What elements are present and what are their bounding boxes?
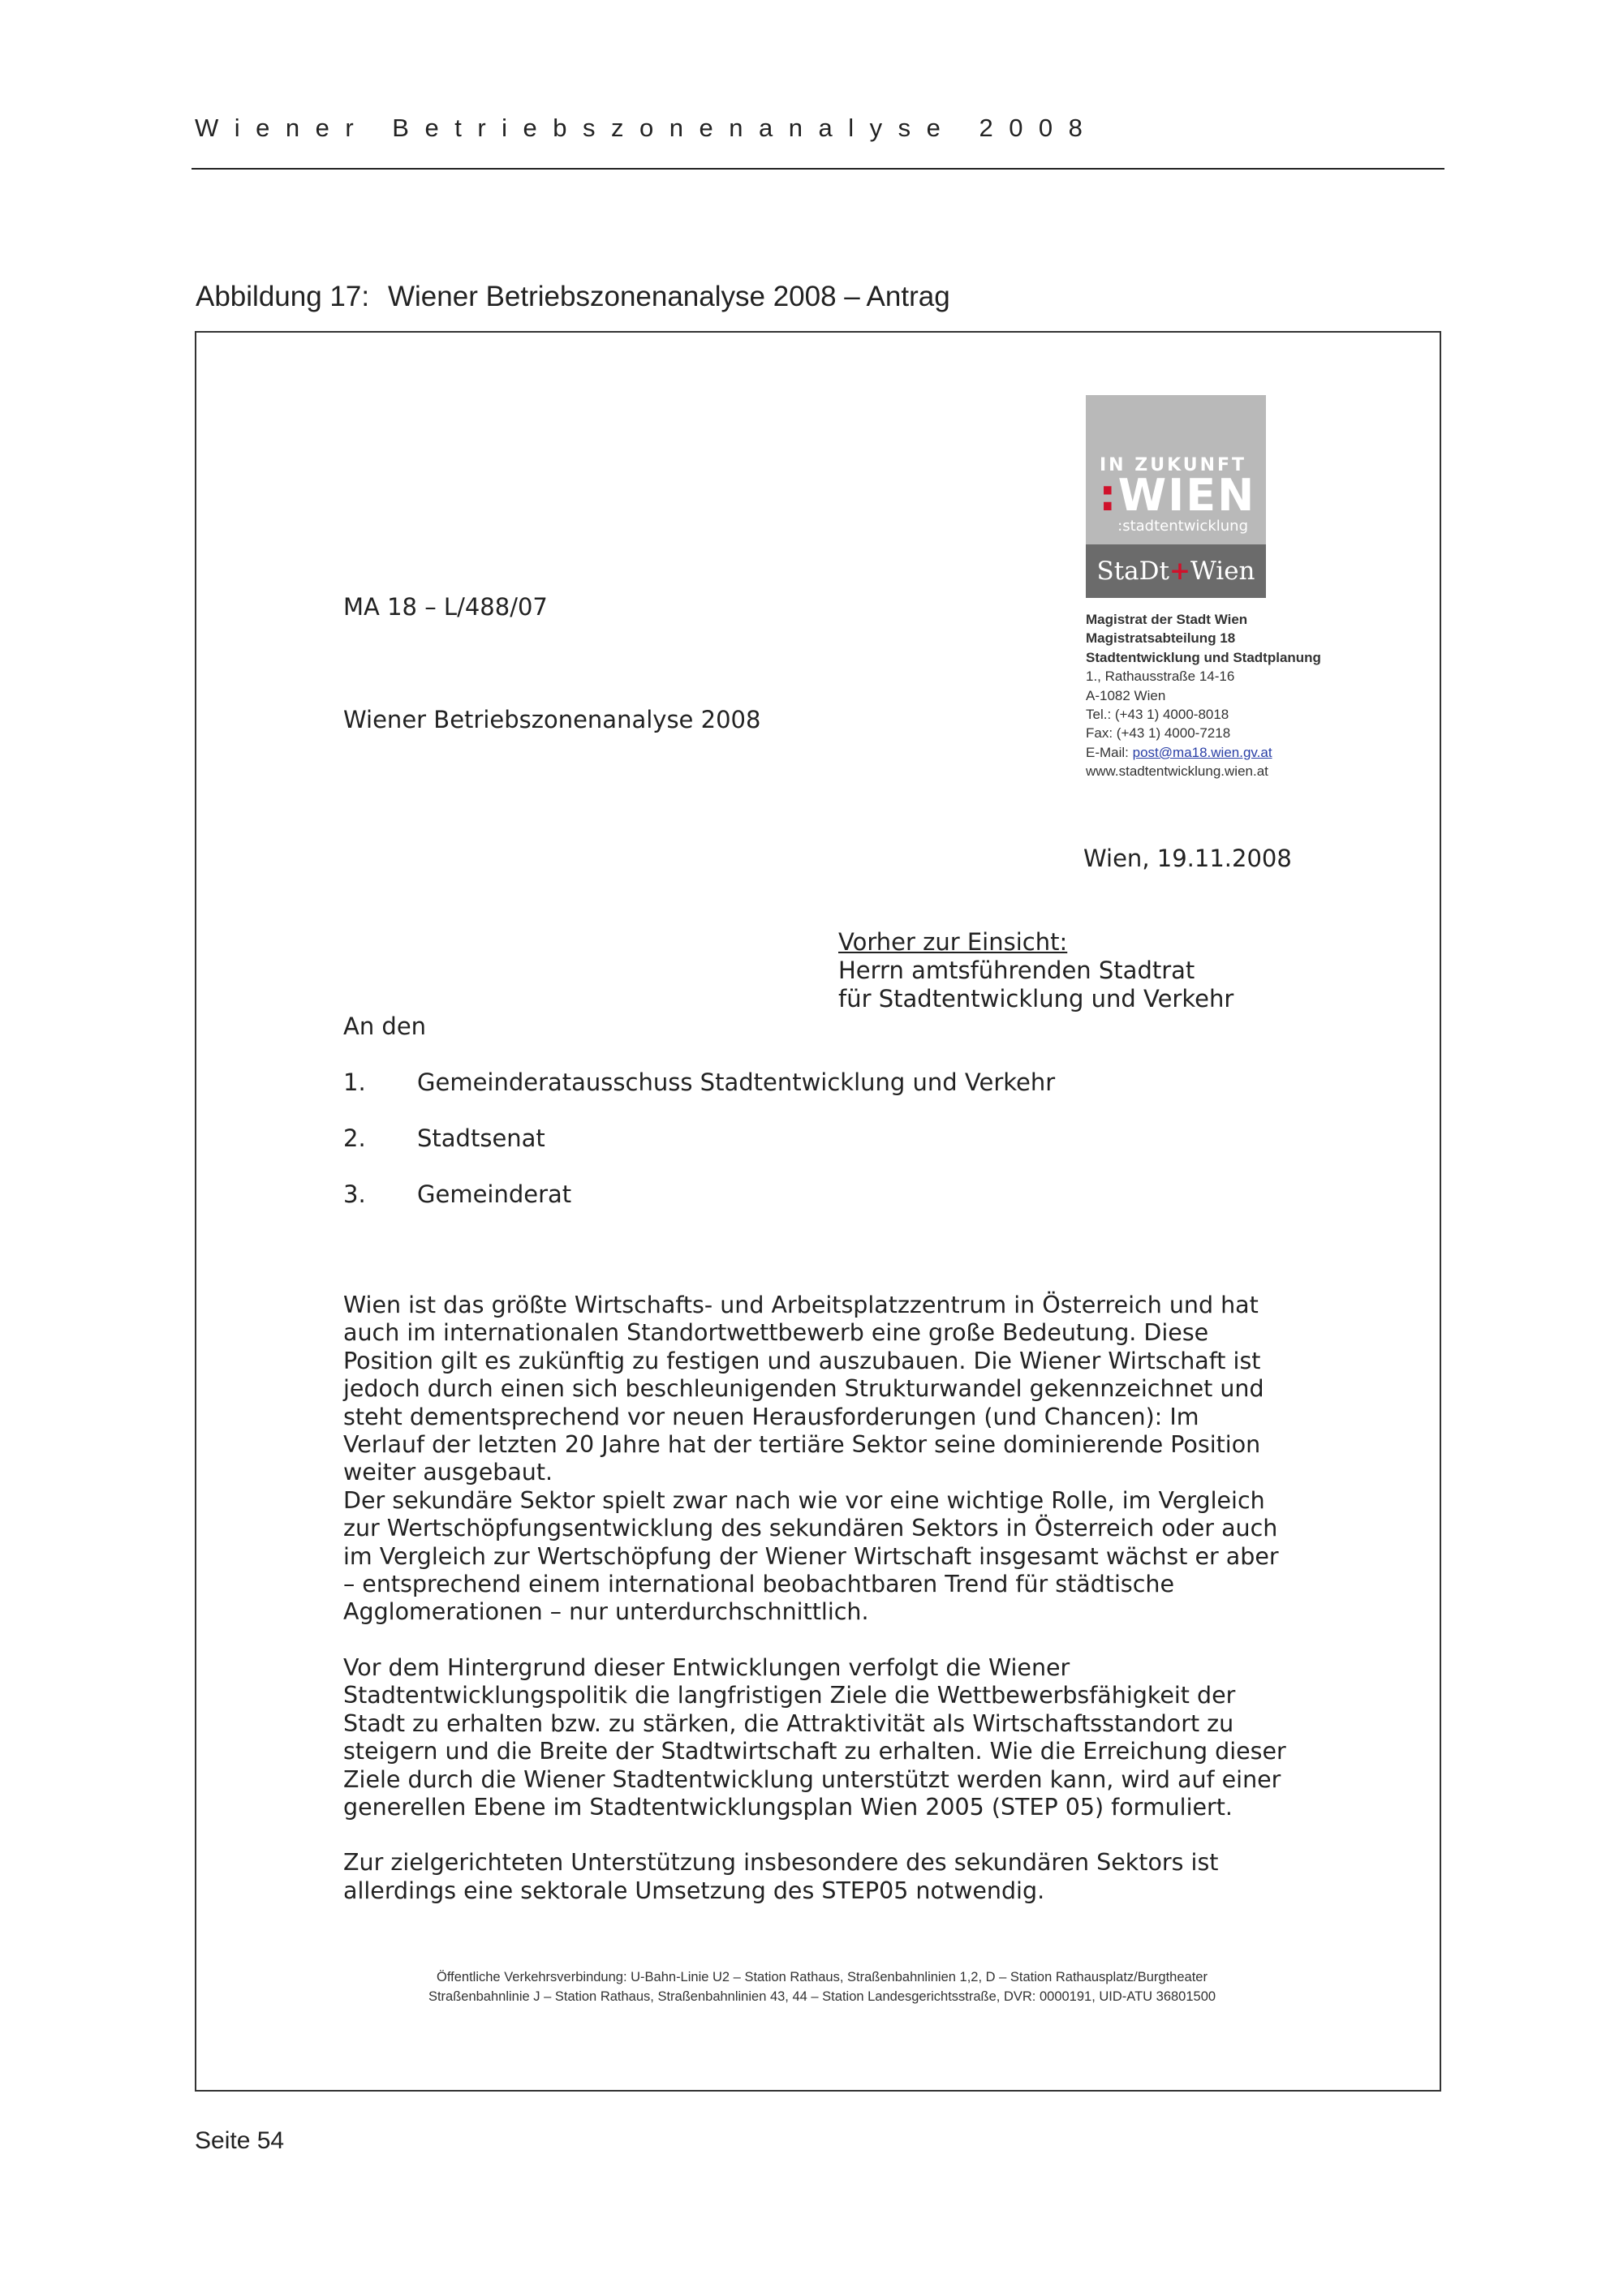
figure-caption [196, 281, 950, 313]
sender-line: Stadtentwicklung und Stadtplanung [1086, 649, 1321, 665]
salutation: An den [343, 1013, 427, 1040]
body-line: Stadtentwicklungspolitik die langfristigen Ziele die Wettbewerbsfähigkeit der [343, 1682, 1236, 1709]
body-line: Ziele durch die Wiener Stadtentwicklung unterstützt werden kann, wird auf einer [343, 1765, 1281, 1793]
logo-subtitle: :stadtentwicklung [1117, 518, 1248, 535]
body-line: Der sekundäre Sektor spielt zwar nach wie vor eine wichtige Rolle, im Vergleich [343, 1486, 1265, 1514]
body-line: im Vergleich zur Wertschöpfung der Wiener Wirtschaft insgesamt wächst er aber [343, 1542, 1279, 1570]
sender-address [1086, 610, 1321, 781]
letter-footer [396, 1967, 1248, 2006]
recipient-item: 3. Gemeinderat [343, 1180, 572, 1208]
body-line: Agglomerationen – nur unterdurchschnittlich. [343, 1598, 869, 1626]
preview-line: Herrn amtsführenden Stadtrat [838, 957, 1195, 984]
footer-line: Straßenbahnlinie J – Station Rathaus, Straßenbahnlinien 43, 44 – Station Landesgerichtsstraße, DVR: 0000191, UID-ATU 36801500 [428, 1989, 1216, 2004]
letter-body [343, 1292, 1286, 1905]
preview-block [838, 928, 1233, 1013]
logo-wordmark: :WIEN [1099, 470, 1256, 521]
body-line: jedoch durch einen sich beschleunigenden Strukturwandel gekennzeichnet und [343, 1375, 1264, 1403]
preview-line: für Stadtentwicklung und Verkehr [838, 985, 1234, 1013]
body-line: auch im internationalen Standortwettbewerb eine große Bedeutung. Diese [343, 1319, 1209, 1347]
figure-title: Wiener Betriebszonenanalyse 2008 – Antrag [388, 281, 950, 312]
email-line: E-Mail: post@ma18.wien.gv.at [1086, 744, 1272, 760]
footer-line: Öffentliche Verkehrsverbindung: U-Bahn-Linie U2 – Station Rathaus, Straßenbahnlinien 1,2, D – Station Rathausplatz/Burgtheater [437, 1970, 1208, 1984]
email-link[interactable]: post@ma18.wien.gv.at [1132, 744, 1272, 760]
stadt-wien-logo: StaDt+Wien [1086, 544, 1266, 598]
body-line: weiter ausgebaut. [343, 1459, 553, 1486]
figure-label: Abbildung 17: [196, 281, 370, 312]
body-line: Zur zielgerichteten Unterstützung insbesondere des sekundären Sektors ist [343, 1849, 1219, 1877]
sender-line: A-1082 Wien [1086, 687, 1166, 703]
body-line: steigern und die Breite der Stadtwirtschaft zu erhalten. Wie die Erreichung dieser [343, 1738, 1286, 1765]
preview-heading: Vorher zur Einsicht: [838, 928, 1068, 956]
website-line: www.stadtentwicklung.wien.at [1086, 763, 1268, 780]
logo-top-panel [1086, 395, 1266, 544]
body-line: Stadt zu erhalten bzw. zu stärken, die Attraktivität als Wirtschaftsstandort zu [343, 1709, 1234, 1737]
body-line: steht dementsprechend vor neuen Herausforderungen (und Chancen): Im [343, 1403, 1199, 1430]
body-line: Wien ist das größte Wirtschafts- und Arbeitsplatzzentrum in Österreich und hat [343, 1292, 1259, 1318]
body-line: Position gilt es zukünftig zu festigen und auszubauen. Die Wiener Wirtschaft ist [343, 1347, 1261, 1374]
letter-subject: Wiener Betriebszonenanalyse 2008 [343, 706, 761, 733]
body-line: allerdings eine sektorale Umsetzung des STEP05 notwendig. [343, 1877, 1045, 1904]
stadtentwicklung-logo [1086, 395, 1266, 598]
body-line: Verlauf der letzten 20 Jahre hat der tertiäre Sektor seine dominierende Position [343, 1431, 1261, 1459]
page-number: Seite 54 [195, 2127, 285, 2154]
body-line: generellen Ebene im Stadtentwicklungsplan Wien 2005 (STEP 05) formuliert. [343, 1793, 1233, 1821]
recipient-item: 1. Gemeinderatausschuss Stadtentwicklung und Verkehr [343, 1068, 1056, 1096]
reference-number: MA 18 – L/488/07 [343, 593, 548, 621]
cross-icon: + [1169, 557, 1190, 586]
sender-line: 1., Rathausstraße 14-16 [1086, 669, 1235, 685]
letter-date: Wien, 19.11.2008 [1083, 845, 1292, 872]
body-line: zur Wertschöpfungsentwicklung des sekundären Sektors in Österreich oder auch [343, 1515, 1278, 1542]
logo-tagline: IN ZUKUNFT [1100, 455, 1247, 475]
sender-line: Magistrat der Stadt Wien [1086, 612, 1248, 627]
header-rule [192, 168, 1444, 170]
recipient-item: 2. Stadtsenat [343, 1124, 545, 1152]
body-line: Vor dem Hintergrund dieser Entwicklungen verfolgt die Wiener [343, 1653, 1070, 1681]
sender-line: Tel.: (+43 1) 4000-8018 [1086, 707, 1229, 723]
sender-line: Magistratsabteilung 18 [1086, 630, 1236, 647]
body-line: – entsprechend einem international beobachtbaren Trend für städtische [343, 1571, 1175, 1598]
sender-line: Fax: (+43 1) 4000-7218 [1086, 725, 1231, 742]
running-header: Wiener Betriebszonenanalyse 2008 [195, 114, 1099, 142]
